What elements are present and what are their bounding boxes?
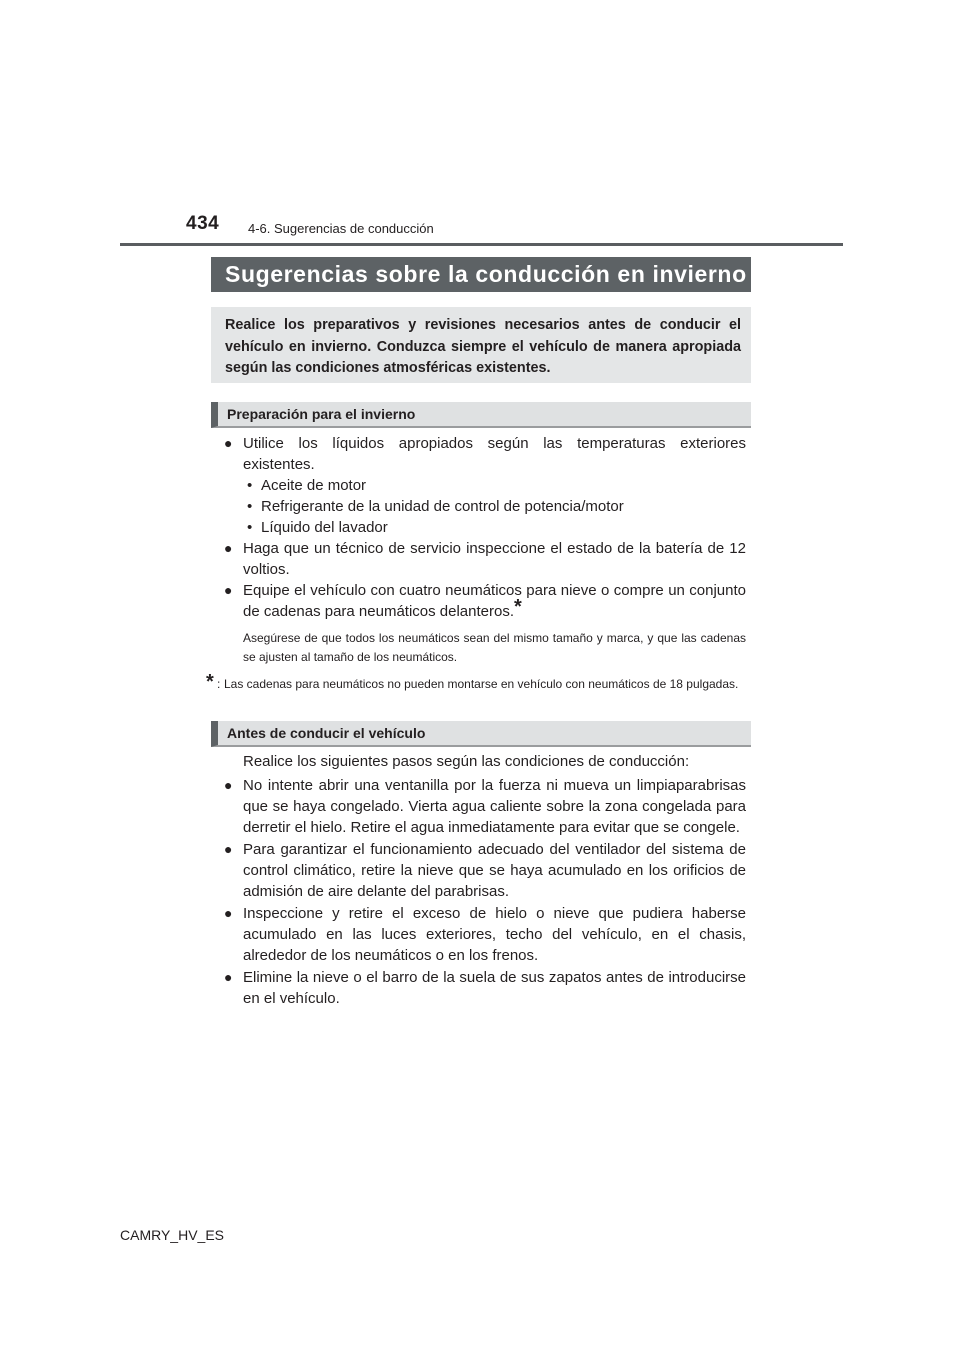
document-code: CAMRY_HV_ES <box>120 1227 225 1243</box>
lead-text: Realice los siguientes pasos según las condiciones de conducción: <box>243 753 690 770</box>
mid-dot-icon: • <box>247 498 253 515</box>
bullet-text: Utilice los líquidos apropiados según las temperaturas exteriores existentes. <box>243 435 746 473</box>
heading-before-driving: Antes de conducir el vehículo <box>211 721 751 747</box>
bullet-icon: ● <box>224 905 233 921</box>
footnote-asterisk: * <box>206 671 214 693</box>
bullet-icon: ● <box>224 540 233 556</box>
bullet-text: Elimine la nieve o el barro de la suela de sus zapatos antes de introducirse en el vehículo. <box>243 969 746 1007</box>
bullet-item <box>224 967 746 1009</box>
page-title: Sugerencias sobre la conducción en invierno <box>211 257 751 292</box>
footnote <box>205 671 746 693</box>
page-number: 434 <box>186 213 220 234</box>
section-label: 4-6. Sugerencias de conducción <box>248 221 434 236</box>
section-before-driving <box>224 751 746 1009</box>
sub-item <box>224 475 746 496</box>
sub-item <box>224 496 746 517</box>
header-rule <box>120 243 843 246</box>
bullet-text: Para garantizar el funcionamiento adecuado del ventilador del sistema de control climático, retire la nieve que se haya acumulado en los orificios de admisión de aire delante del parabrisas. <box>243 841 746 900</box>
bullet-item <box>224 839 746 902</box>
sub-item-text: Líquido del lavador <box>261 519 388 536</box>
footnote-colon: : <box>217 677 221 691</box>
bullet-text: Equipe el vehículo con cuatro neumáticos para nieve o compre un conjunto de cadenas para neumáticos delanteros. <box>243 582 746 620</box>
heading-winter-preparation: Preparación para el invierno <box>211 402 751 428</box>
bullet-icon: ● <box>224 435 233 451</box>
mid-dot-icon: • <box>247 477 253 494</box>
bullet-icon: ● <box>224 582 233 598</box>
sub-item-text: Aceite de motor <box>261 477 367 494</box>
bullet-text: Inspeccione y retire el exceso de hielo o nieve que pudiera haberse acumulado en las luces exteriores, techo del vehículo, en el chasis, alrededor de los neumáticos o en los frenos. <box>243 905 746 964</box>
sub-item <box>224 517 746 538</box>
bullet-icon: ● <box>224 777 233 793</box>
bullet-item <box>224 538 746 580</box>
bullet-text: No intente abrir una ventanilla por la fuerza ni mueva un limpiaparabrisas que se haya congelado. Vierta agua caliente sobre la zona congelada para derretir el hielo. Retire el agua inmediatamente para evitar que se congele. <box>243 777 746 836</box>
bullet-icon: ● <box>224 841 233 857</box>
intro-box: Realice los preparativos y revisiones necesarios antes de conducir el vehículo en invierno. Conduzca siempre el vehículo de manera apropiada según las condiciones atmosféricas existentes. <box>211 307 751 383</box>
sub-item-text: Refrigerante de la unidad de control de potencia/motor <box>261 498 624 515</box>
mid-dot-icon: • <box>247 519 253 536</box>
footnote-text: Las cadenas para neumáticos no pueden montarse en vehículo con neumáticos de 18 pulgadas. <box>224 677 739 691</box>
bullet-item <box>224 775 746 838</box>
section-winter-preparation <box>206 433 746 693</box>
asterisk-mark: * <box>514 596 522 618</box>
bullet-icon: ● <box>224 969 233 985</box>
bullet-item <box>224 903 746 966</box>
bullet-item <box>224 580 746 622</box>
bullet-text: Haga que un técnico de servicio inspeccione el estado de la batería de 12 voltios. <box>243 540 746 578</box>
bullet-item <box>224 433 746 475</box>
note-text: Asegúrese de que todos los neumáticos sean del mismo tamaño y marca, y que las cadenas se ajusten al tamaño de los neumáticos. <box>243 631 746 664</box>
